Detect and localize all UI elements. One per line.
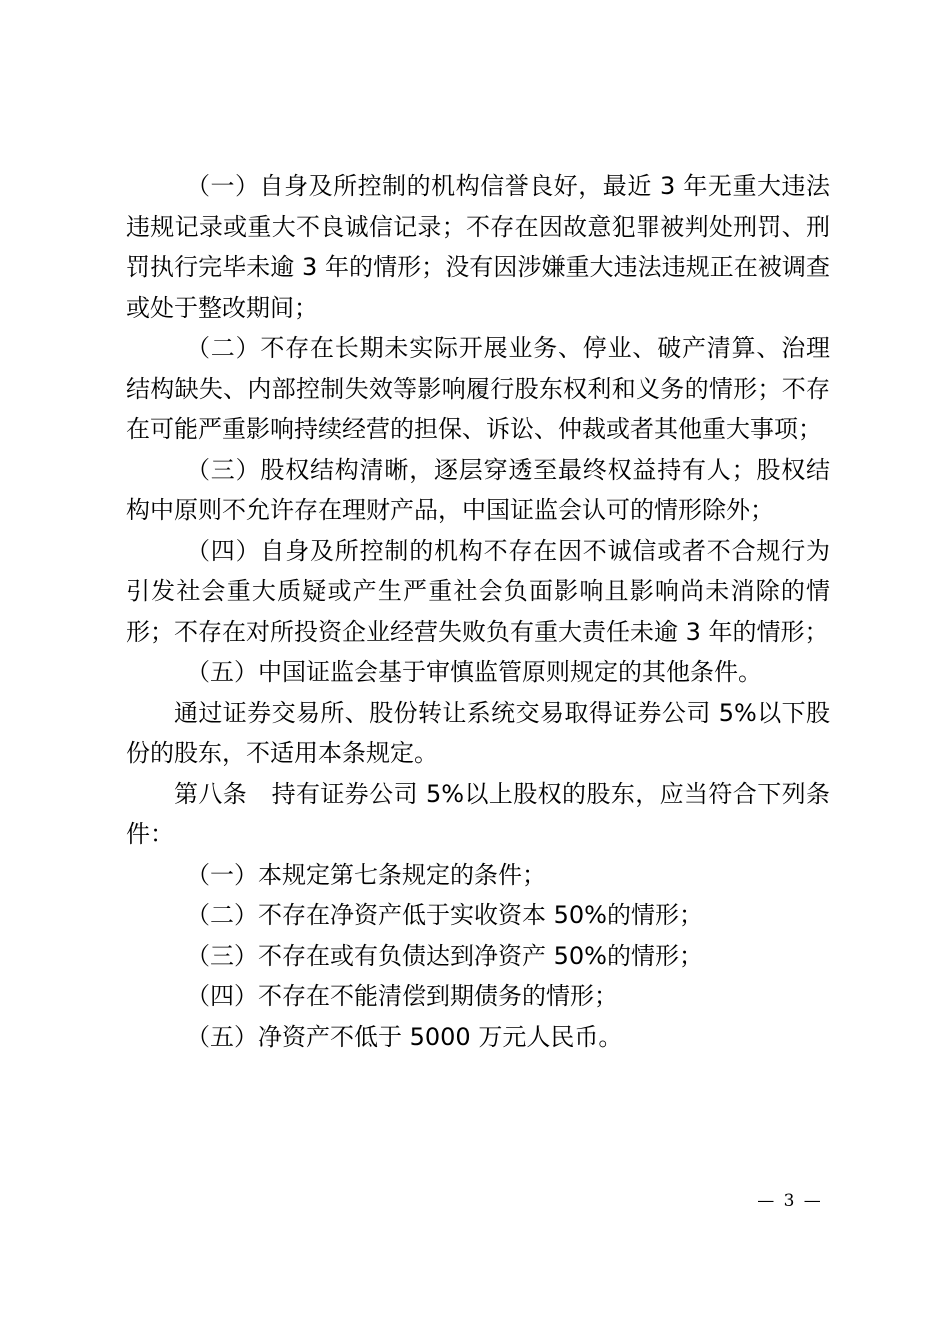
paragraph-article-8-item-5: （五）净资产不低于 5000 万元人民币。 [186, 1022, 623, 1051]
paragraph-exemption: 通过证券交易所、股份转让系统交易取得证券公司 5%以下股份的股东，不适用本条规定。 [126, 698, 830, 767]
page-number: — 3 — [757, 1191, 823, 1211]
paragraph-condition-3: （三）股权结构清晰，逐层穿透至最终权益持有人；股权结构中原则不允许存在理财产品，中国证监会认可的情形除外； [126, 455, 830, 524]
paragraph-article-8: 第八条 持有证券公司 5%以上股权的股东，应当符合下列条件： [126, 779, 830, 848]
paragraph-article-8-item-1: （一）本规定第七条规定的条件； [186, 860, 546, 889]
paragraph-article-8-item-2: （二）不存在净资产低于实收资本 50%的情形； [186, 901, 703, 929]
paragraph-condition-1: （一）自身及所控制的机构信誉良好，最近 3 年无重大违法违规记录或重大不良诚信记录；不存在因故意犯罪被判处刑罚、刑罚执行完毕未逾 3 年的情形；没有因涉嫌重大违法违规正在被调查或处于整改期间； [126, 172, 830, 322]
paragraph-article-8-item-4: （四）不存在不能清偿到期债务的情形； [186, 982, 618, 1010]
document-body [126, 166, 830, 1057]
paragraph-condition-2: （二）不存在长期未实际开展业务、停业、破产清算、治理结构缺失、内部控制失效等影响履行股东权利和义务的情形；不存在可能严重影响持续经营的担保、诉讼、仲裁或者其他重大事项； [126, 334, 830, 443]
paragraph-condition-4: （四）自身及所控制的机构不存在因不诚信或者不合规行为引发社会重大质疑或产生严重社会负面影响且影响尚未消除的情形；不存在对所投资企业经营失败负有重大责任未逾 3 年的情形； [126, 536, 830, 646]
paragraph-article-8-item-3: （三）不存在或有负债达到净资产 50%的情形； [186, 941, 703, 970]
paragraph-condition-5: （五）中国证监会基于审慎监管原则规定的其他条件。 [186, 658, 762, 686]
